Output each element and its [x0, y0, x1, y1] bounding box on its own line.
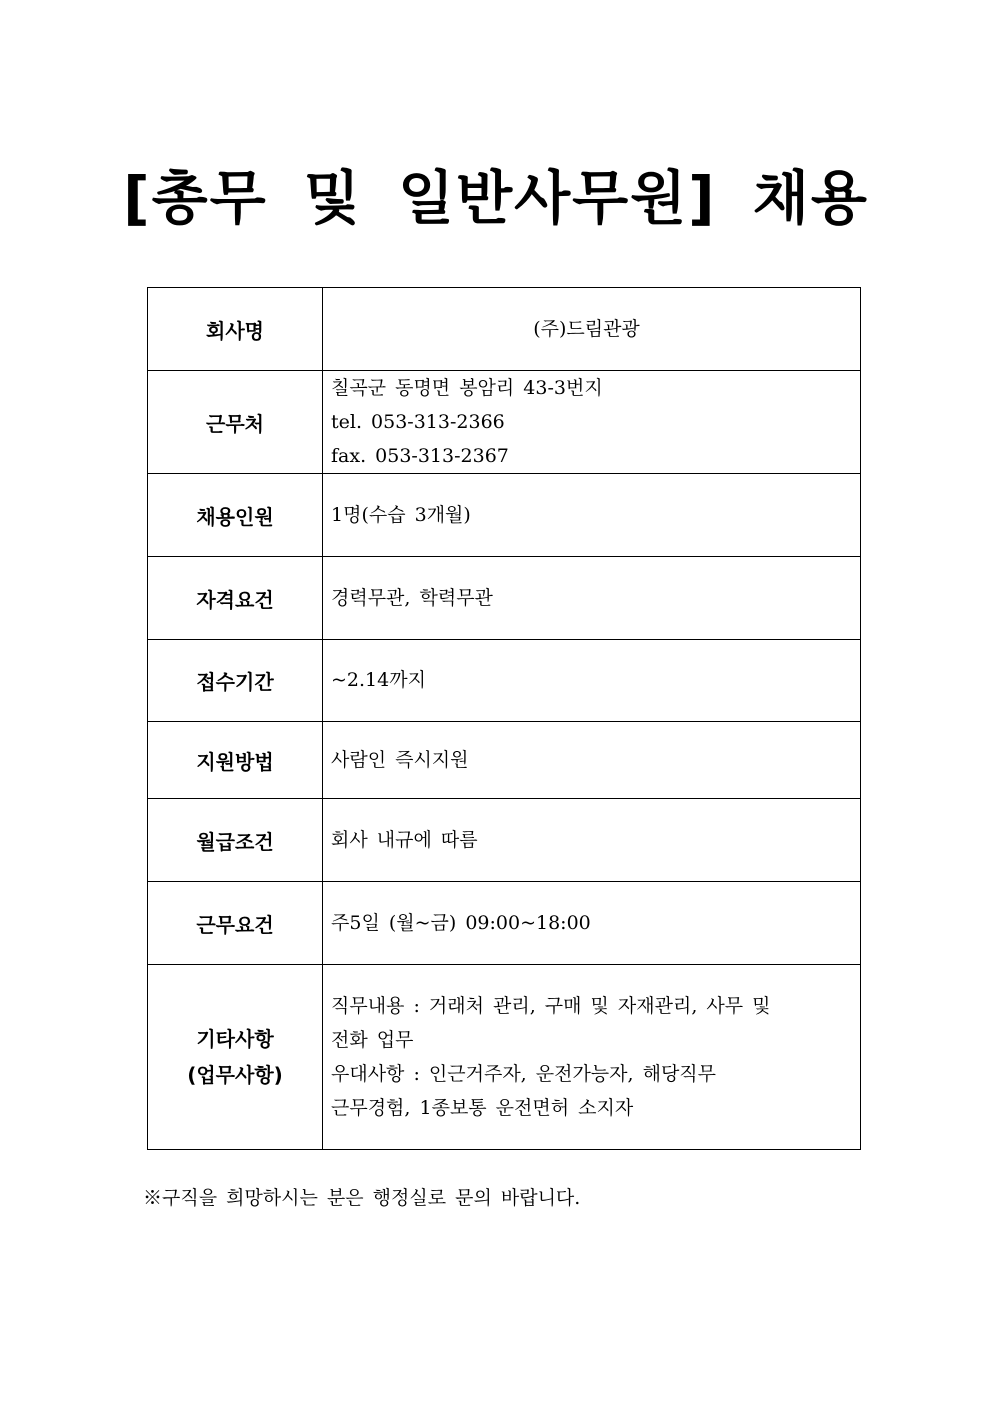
- row-label-application-method: 지원방법: [148, 722, 323, 799]
- row-value-application-period: [323, 640, 861, 722]
- workplace-fax: fax. 053-313-2367: [331, 445, 509, 467]
- application-period-value: ~2.14까지: [331, 669, 426, 691]
- row-label-qualification: 자격요건: [148, 557, 323, 640]
- other-label-line-1: 기타사항: [196, 1027, 274, 1051]
- row-label-salary: 월급조건: [148, 799, 323, 882]
- row-value-other: [323, 965, 861, 1150]
- page-title: [총무 및 일반사무원] 채용: [123, 164, 869, 232]
- table-row: [148, 799, 861, 882]
- workplace-tel: tel. 053-313-2366: [331, 411, 505, 433]
- table-row: [148, 557, 861, 640]
- row-label-work-conditions: 근무요건: [148, 882, 323, 965]
- table-row: [148, 722, 861, 799]
- row-label-other: [148, 965, 323, 1150]
- table-row: [148, 965, 861, 1150]
- row-value-headcount: [323, 474, 861, 557]
- table-row: [148, 474, 861, 557]
- qualification-value: 경력무관, 학력무관: [331, 586, 493, 609]
- work-conditions-value: 주5일 (월~금) 09:00~18:00: [331, 911, 591, 934]
- contact-footnote: ※구직을 희망하시는 분은 행정실로 문의 바랍니다.: [143, 1187, 581, 1209]
- preference-line-1: 우대사항 : 인근거주자, 운전가능자, 해당직무: [331, 1063, 717, 1085]
- duty-description-line-1: 직무내용 : 거래처 관리, 구매 및 자재관리, 사무 및: [331, 995, 771, 1017]
- row-label-headcount: 채용인원: [148, 474, 323, 557]
- row-value-work-conditions: [323, 882, 861, 965]
- row-value-workplace: [323, 371, 861, 474]
- salary-value: 회사 내규에 따름: [331, 828, 478, 851]
- row-value-company: [323, 288, 861, 371]
- preference-line-2: 근무경험, 1종보통 운전면허 소지자: [331, 1097, 634, 1119]
- row-value-application-method: [323, 722, 861, 799]
- other-label-line-2: (업무사항): [187, 1063, 283, 1087]
- row-label-company: 회사명: [148, 288, 323, 371]
- table-row: [148, 288, 861, 371]
- row-value-qualification: [323, 557, 861, 640]
- job-posting-table: [147, 287, 861, 1150]
- table-row: [148, 371, 861, 474]
- headcount-value: 1명(수습 3개월): [331, 503, 471, 526]
- duty-description-line-2: 전화 업무: [331, 1029, 414, 1051]
- row-label-workplace: 근무처: [148, 371, 323, 474]
- row-label-application-period: 접수기간: [148, 640, 323, 722]
- table-row: [148, 640, 861, 722]
- company-name: (주)드림관광: [533, 317, 640, 340]
- table-row: [148, 882, 861, 965]
- row-value-salary: [323, 799, 861, 882]
- application-method-value: 사람인 즉시지원: [331, 748, 469, 771]
- workplace-address: 칠곡군 동명면 봉암리 43-3번지: [331, 377, 603, 399]
